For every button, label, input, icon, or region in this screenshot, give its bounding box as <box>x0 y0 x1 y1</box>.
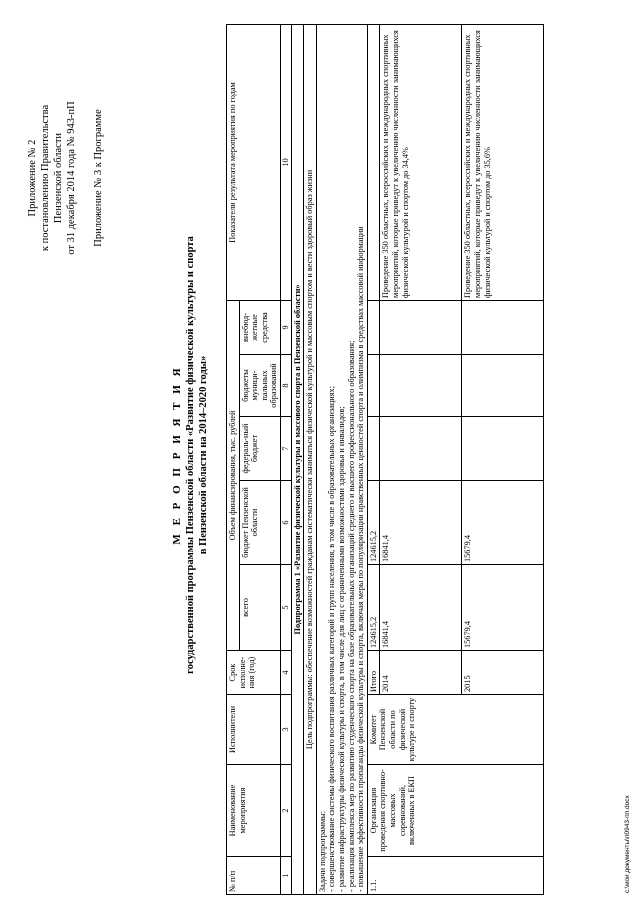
column-number: 10 <box>280 24 291 300</box>
task-item: - повышение эффективности пропаганды физической культуры и спорта, включая меры по популяризации нравственных ценностей спорта и олимпизма в средствах массовой информации <box>356 226 366 892</box>
row-offbudget <box>462 300 544 354</box>
file-path-footer: c:\мои документы\п0943-пп.docx <box>624 795 631 893</box>
appendix-block <box>26 43 78 313</box>
row-municipal <box>367 355 380 417</box>
tasks-row <box>316 24 367 894</box>
row-federal <box>380 417 462 481</box>
subprogram-title: Подпрограмма 1 «Развитие физической культуры и массового спорта в Пензенской области» <box>291 24 304 894</box>
column-numbers-row <box>280 24 291 894</box>
column-number: 3 <box>280 695 291 765</box>
table-row <box>367 24 380 894</box>
appendix-line: от 31 декабря 2014 года № 943-пП <box>66 101 77 255</box>
task-item: - развитие инфраструктуры физической культуры и спорта, в том числе для лиц с ограниченными возможностями здоровья и инвалидов; <box>336 406 346 892</box>
header-name: Наименование мероприятия <box>227 765 281 857</box>
column-number: 4 <box>280 651 291 695</box>
task-item: - совершенствование системы физического воспитания различных категорий и групп населения, в том числе в образовательных организациях; <box>327 386 337 892</box>
row-municipal <box>380 355 462 417</box>
row-total: 16841,4 <box>380 565 462 651</box>
column-number: 9 <box>280 300 291 354</box>
row-indicator <box>367 24 380 300</box>
row-offbudget <box>380 300 462 354</box>
row-municipal <box>462 355 544 417</box>
column-number: 6 <box>280 481 291 565</box>
column-number: 1 <box>280 857 291 895</box>
column-number: 7 <box>280 417 291 481</box>
appendix-line: к постановлению Правительства <box>40 104 51 252</box>
column-number: 8 <box>280 355 291 417</box>
row-total: 124615,2 <box>367 565 380 651</box>
header-term: Срок исполне-ния (год) <box>227 651 281 695</box>
row-indicator: Проведение 350 областных, всероссийских и международных спортивных мероприятий, которые приведут к увеличению численности занимающихся физической культурой и спортом до 35,6% <box>462 24 544 300</box>
row-term: 2015 <box>462 651 544 695</box>
header-regional: бюджет Пензенской области <box>239 481 280 565</box>
row-name: Организация проведения спортивно-массовых соревнований, включенных в ЕКП <box>367 765 544 857</box>
row-indicator: Проведение 350 областных, всероссийских и международных спортивных мероприятий, которые приведут к увеличению численности занимающихся физической культурой и спортом до 34,4% <box>380 24 462 300</box>
header-federal: федераль-ный бюджет <box>239 417 280 481</box>
appendix-line: Пензенской области <box>53 132 64 224</box>
title-main: М Е Р О П Р И Я Т И Я <box>171 365 183 545</box>
header-row <box>227 24 240 894</box>
row-federal <box>462 417 544 481</box>
header-offbudget: внебюд-жетные средства <box>239 300 280 354</box>
row-total: 15679,4 <box>462 565 544 651</box>
task-item: - реализация комплекса мер по развитию студенческого спорта на базе образовательных организаций среднего и высшего профессионального образования; <box>346 340 356 892</box>
goal-row <box>304 24 317 894</box>
document-title <box>170 125 210 785</box>
subprogram-tasks <box>316 24 367 894</box>
subprogram-row <box>291 24 304 894</box>
appendix-line: Приложение № 2 <box>27 139 38 217</box>
header-indicator: Показатели результата мероприятия по годам <box>227 24 281 300</box>
title-subtitle: государственной программы Пензенской области «Развитие физической культуры и спорта <box>185 236 196 674</box>
header-municipal: бюджеты муници-пальных образований <box>239 355 280 417</box>
tasks-title: Задачи подпрограммы: <box>317 810 327 892</box>
header-total: всего <box>239 565 280 651</box>
header-executors: Исполнители <box>227 695 281 765</box>
row-term: 2014 <box>380 651 462 695</box>
header-funding: Объем финансирования, тыс. рублей <box>227 300 240 650</box>
column-number: 5 <box>280 565 291 651</box>
row-regional: 15679,4 <box>462 481 544 565</box>
row-term: Итого <box>367 651 380 695</box>
row-num: 1.1. <box>367 857 544 895</box>
row-offbudget <box>367 300 380 354</box>
measures-table <box>226 24 544 895</box>
subprogram-goal: Цель подпрограммы: обеспечение возможностей гражданам систематически заниматься физической культурой и массовым спортом и вести здоровый образ жизни <box>304 24 317 894</box>
row-regional: 124615,2 <box>367 481 380 565</box>
title-subtitle: в Пензенской области на 2014–2020 годы» <box>198 355 209 555</box>
row-regional: 16841,4 <box>380 481 462 565</box>
column-number: 2 <box>280 765 291 857</box>
row-executor: Комитет Пензенской области по физической культуре и спорту <box>367 695 544 765</box>
row-federal <box>367 417 380 481</box>
appendix-program: Приложение № 3 к Программе <box>93 109 104 247</box>
header-num: № п/п <box>227 857 281 895</box>
